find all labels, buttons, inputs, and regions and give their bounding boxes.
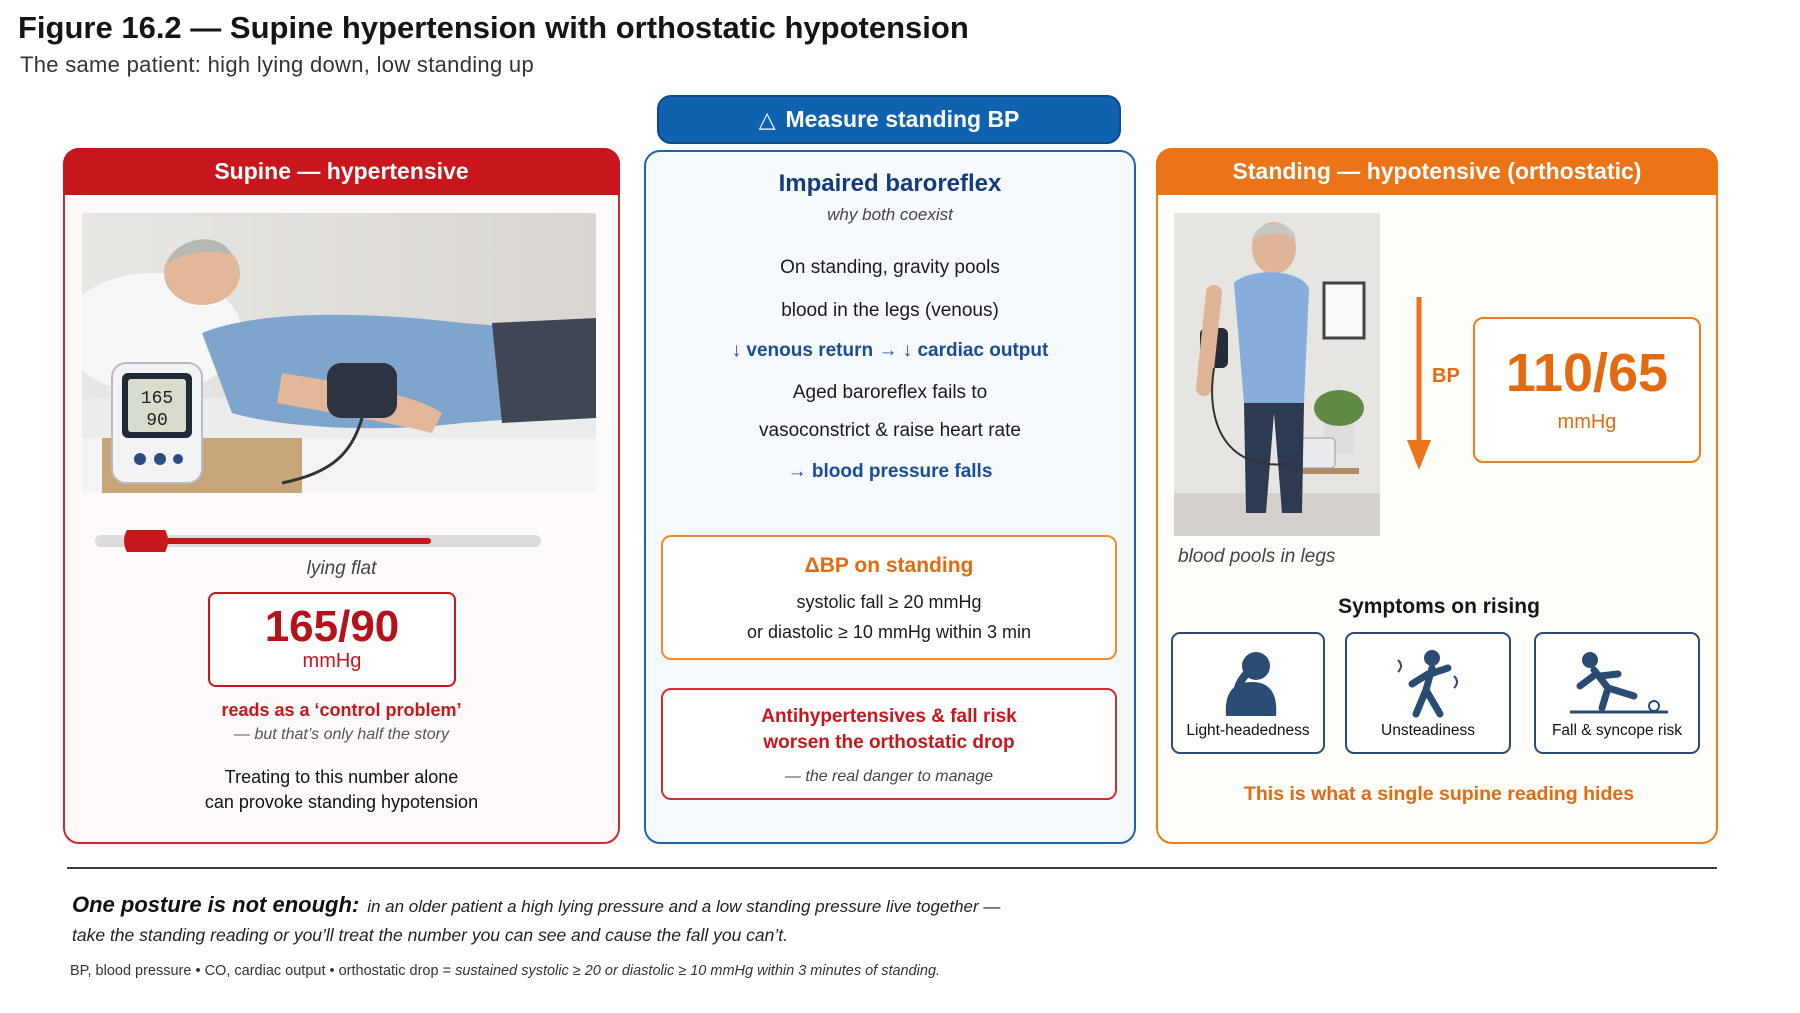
measure-standing-bp-tab[interactable] — [657, 95, 1121, 144]
figure-subtitle: The same patient: high lying down, low standing up — [20, 52, 534, 77]
symptoms-title: Symptoms on rising — [1338, 595, 1540, 618]
abbreviations-text: BP, blood pressure • CO, cardiac output • orthostatic drop = — [70, 963, 456, 979]
bp-down-arrow-icon — [1404, 295, 1434, 475]
risk-line-1: Antihypertensives & fall risk — [761, 706, 1017, 727]
supine-bp-unit: mmHg — [302, 650, 362, 672]
supine-panel-heading: Supine — hypertensive — [63, 148, 620, 195]
mechanism-line: Aged baroreflex fails to — [792, 382, 988, 403]
hidden-risk-note: This is what a single supine reading hides — [1243, 783, 1635, 805]
figure-title: Figure 16.2 — Supine hypertension with orthostatic hypotension — [18, 10, 969, 45]
unsteady-person-icon — [1388, 648, 1468, 718]
posture-slider[interactable] — [95, 530, 541, 552]
footer-abbreviations — [70, 963, 940, 979]
symptom-card-light-headedness — [1171, 632, 1325, 754]
footer-divider — [67, 867, 1717, 869]
mechanism-subtitle: why both coexist — [827, 205, 953, 224]
mechanism-line: On standing, gravity pools — [780, 257, 1000, 278]
risk-line-2: worsen the orthostatic drop — [763, 732, 1015, 753]
footer-lead: One posture is not enough: — [72, 892, 360, 917]
standing-bp-reading — [1473, 317, 1701, 463]
half-story-note: — but that’s only half the story — [234, 726, 449, 743]
standing-patient-illustration — [1174, 213, 1380, 536]
footer-takeaway-line-2: take the standing reading or you’ll treat the number you can see and cause the fall you can’t. — [72, 925, 789, 945]
delta-bp-systolic: systolic fall ≥ 20 mmHg — [796, 592, 982, 612]
light-headed-person-icon — [1208, 648, 1288, 718]
risk-line-3: — the real danger to manage — [784, 768, 994, 785]
mechanism-line-emphasis: ↓ venous return → ↓ cardiac output — [731, 340, 1049, 361]
warning-icon: △ — [758, 106, 776, 132]
symptom-label: Unsteadiness — [1381, 722, 1475, 739]
supine-bp-reading — [208, 592, 456, 687]
symptom-label: Light-headedness — [1186, 722, 1310, 739]
mechanism-line: vasoconstrict & raise heart rate — [759, 420, 1021, 441]
standing-bp-value: 110/65 — [1505, 343, 1669, 403]
control-problem-note: reads as a ‘control problem’ — [221, 700, 462, 720]
falling-person-icon — [1562, 648, 1672, 718]
monitor-diastolic: 90 — [146, 411, 168, 431]
mechanism-line-emphasis: → blood pressure falls — [787, 461, 993, 482]
bp-arrow-label: BP — [1432, 365, 1460, 387]
supine-bp-value: 165/90 — [264, 602, 400, 651]
monitor-systolic: 165 — [140, 389, 174, 409]
supine-patient-illustration — [82, 213, 596, 493]
mechanism-line: blood in the legs (venous) — [781, 300, 999, 321]
treatment-warning-line-1: Treating to this number alone — [224, 767, 459, 787]
blood-pools-caption: blood pools in legs — [1178, 546, 1336, 567]
risk-warning-box — [661, 688, 1117, 800]
symptom-card-fall-syncope — [1534, 632, 1700, 754]
measure-standing-bp-label: Measure standing BP — [785, 106, 1020, 132]
lying-flat-label: lying flat — [306, 558, 377, 579]
standing-bp-unit: mmHg — [1557, 411, 1617, 433]
footer-line-1-text: in an older patient a high lying pressure and a low standing pressure live together — — [367, 897, 1001, 916]
orthostatic-definition: sustained systolic ≥ 20 or diastolic ≥ 10 mmHg within 3 minutes of standing. — [455, 963, 941, 979]
symptom-card-unsteadiness — [1345, 632, 1511, 754]
standing-panel-heading: Standing — hypotensive (orthostatic) — [1156, 148, 1718, 195]
delta-bp-diastolic: or diastolic ≥ 10 mmHg within 3 min — [747, 622, 1031, 642]
footer-takeaway-line-1 — [72, 892, 1000, 918]
delta-bp-title: ΔBP on standing — [804, 554, 974, 577]
treatment-warning-line-2: can provoke standing hypotension — [204, 792, 479, 812]
mechanism-title: Impaired baroreflex — [778, 170, 1002, 197]
symptom-label: Fall & syncope risk — [1551, 722, 1683, 739]
delta-bp-criteria-box — [661, 535, 1117, 660]
